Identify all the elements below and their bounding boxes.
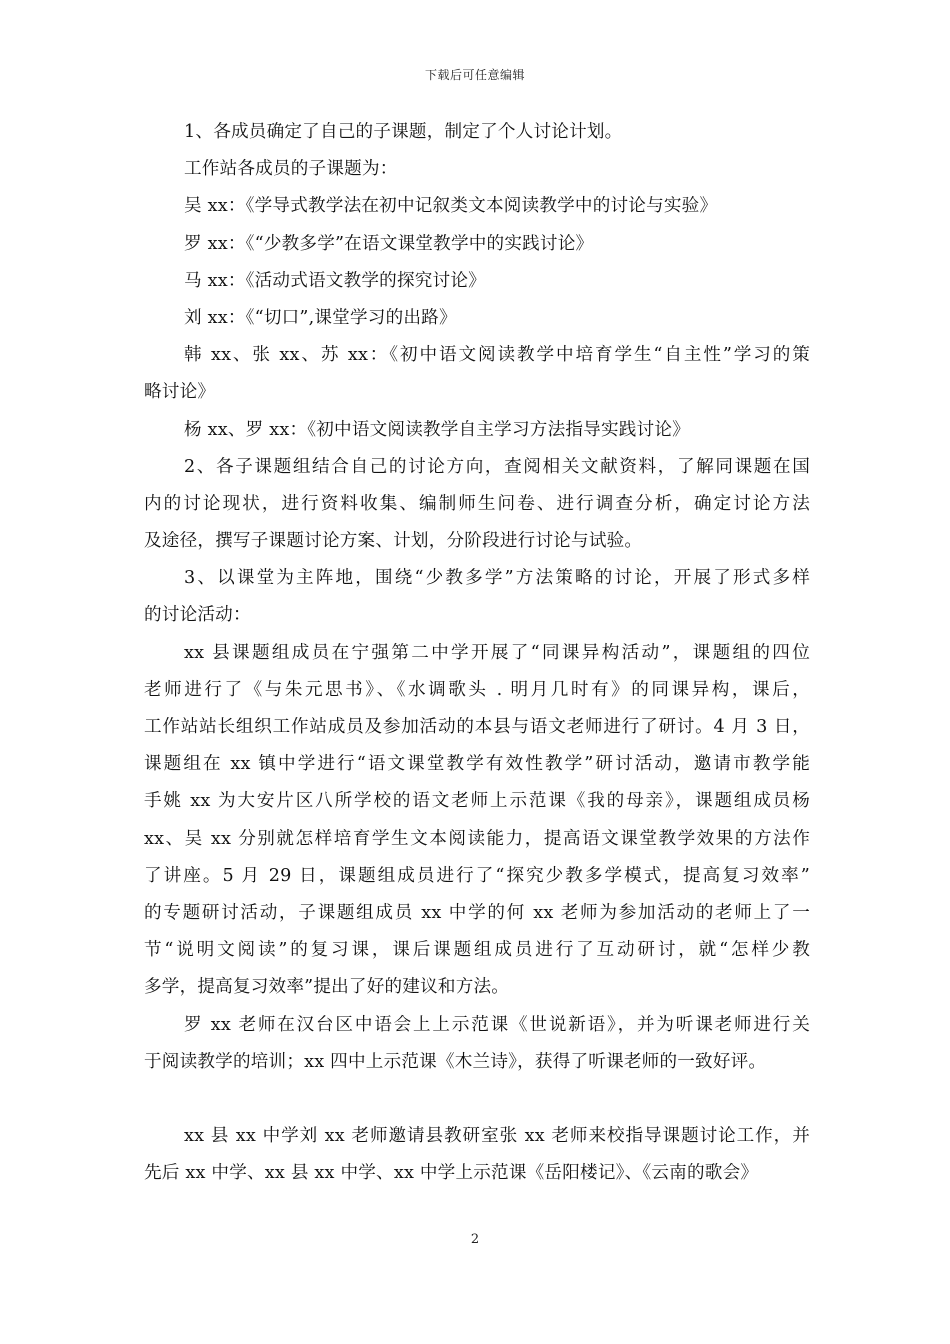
paragraph-line: 1、各成员确定了自己的子课题，制定了个人讨论计划。 [184, 122, 623, 142]
blank-line [144, 1081, 810, 1118]
paragraph-line: 略讨论》 [144, 382, 216, 403]
paragraph-line: 韩 xx、张 xx、苏 xx：《初中语文阅读教学中培育学生“自主性”学习的策 [184, 345, 810, 366]
paragraph-line: 罗 xx 老师在汉台区中语会上上示范课《世说新语》，并为听课老师进行关 [184, 1014, 810, 1035]
paragraph-line: xx 县课题组成员在宁强第二中学开展了“同课异构活动”，课题组的四位 [184, 642, 810, 663]
paragraph-line: 杨 xx、罗 xx：《初中语文阅读教学自主学习方法指导实践讨论》 [184, 419, 690, 440]
paragraph-line: 老师进行了《与朱元思书》、《水调歌头 . 明月几时有》的同课异构，课后， [144, 679, 810, 700]
document-body [144, 114, 810, 1192]
paragraph-line: 课题组在 xx 镇中学进行“语文课堂教学有效性教学”研讨活动，邀请市教学能 [144, 754, 810, 775]
paragraph-line: 内的讨论现状，进行资料收集、编制师生问卷、进行调查分析，确定讨论方法 [144, 493, 810, 514]
paragraph-line: 的专题研讨活动，子课题组成员 xx 中学的何 xx 老师为参加活动的老师上了一 [144, 902, 810, 923]
page-header-note: 下载后可任意编辑 [424, 68, 525, 82]
paragraph-line: 吴 xx：《学导式教学法在初中记叙类文本阅读教学中的讨论与实验》 [184, 196, 718, 217]
paragraph-line: 工作站站长组织工作站成员及参加活动的本县与语文老师进行了研讨。4 月 3 日， [144, 717, 810, 737]
paragraph-line: 及途径，撰写子课题讨论方案、计划，分阶段进行讨论与试验。 [144, 531, 643, 552]
paragraph-line: 于阅读教学的培训；xx 四中上示范课《木兰诗》，获得了听课老师的一致好评。 [144, 1051, 767, 1072]
paragraph-line: 罗 xx：《“少教多学”在语文课堂教学中的实践讨论》 [184, 233, 594, 254]
paragraph-line: 先后 xx 中学、xx 县 xx 中学、xx 中学上示范课《岳阳楼记》、《云南的歌会》 [144, 1163, 759, 1184]
paragraph-line: 刘 xx：《“切口”,课堂学习的出路》 [184, 307, 457, 328]
paragraph-line: 手姚 xx 为大安片区八所学校的语文老师上示范课《我的母亲》，课题组成员杨 [144, 791, 810, 812]
paragraph-line: xx 县 xx 中学刘 xx 老师邀请县教研室张 xx 老师来校指导课题讨论工作，并 [184, 1126, 810, 1147]
paragraph-line: 2、各子课题组结合自己的讨论方向，查阅相关文献资料，了解同课题在国 [184, 456, 810, 477]
paragraph-line: 3、以课堂为主阵地，围绕“少教多学”方法策略的讨论，开展了形式多样 [184, 568, 810, 589]
paragraph-line: 节“说明文阅读”的复习课，课后课题组成员进行了互动研讨，就“怎样少教 [144, 940, 810, 961]
paragraph-line: 马 xx：《活动式语文教学的探究讨论》 [184, 270, 486, 291]
page-number: 2 [470, 1232, 480, 1247]
paragraph-line: 工作站各成员的子课题为： [184, 159, 398, 180]
paragraph-line: xx、吴 xx 分别就怎样培育学生文本阅读能力，提高语文课堂教学效果的方法作 [144, 828, 810, 849]
paragraph-line: 的讨论活动： [144, 605, 251, 626]
paragraph-line: 了讲座。5 月 29 日，课题组成员进行了“探究少教多学模式，提高复习效率” [144, 865, 810, 886]
paragraph-line: 多学，提高复习效率”提出了好的建议和方法。 [144, 977, 510, 998]
